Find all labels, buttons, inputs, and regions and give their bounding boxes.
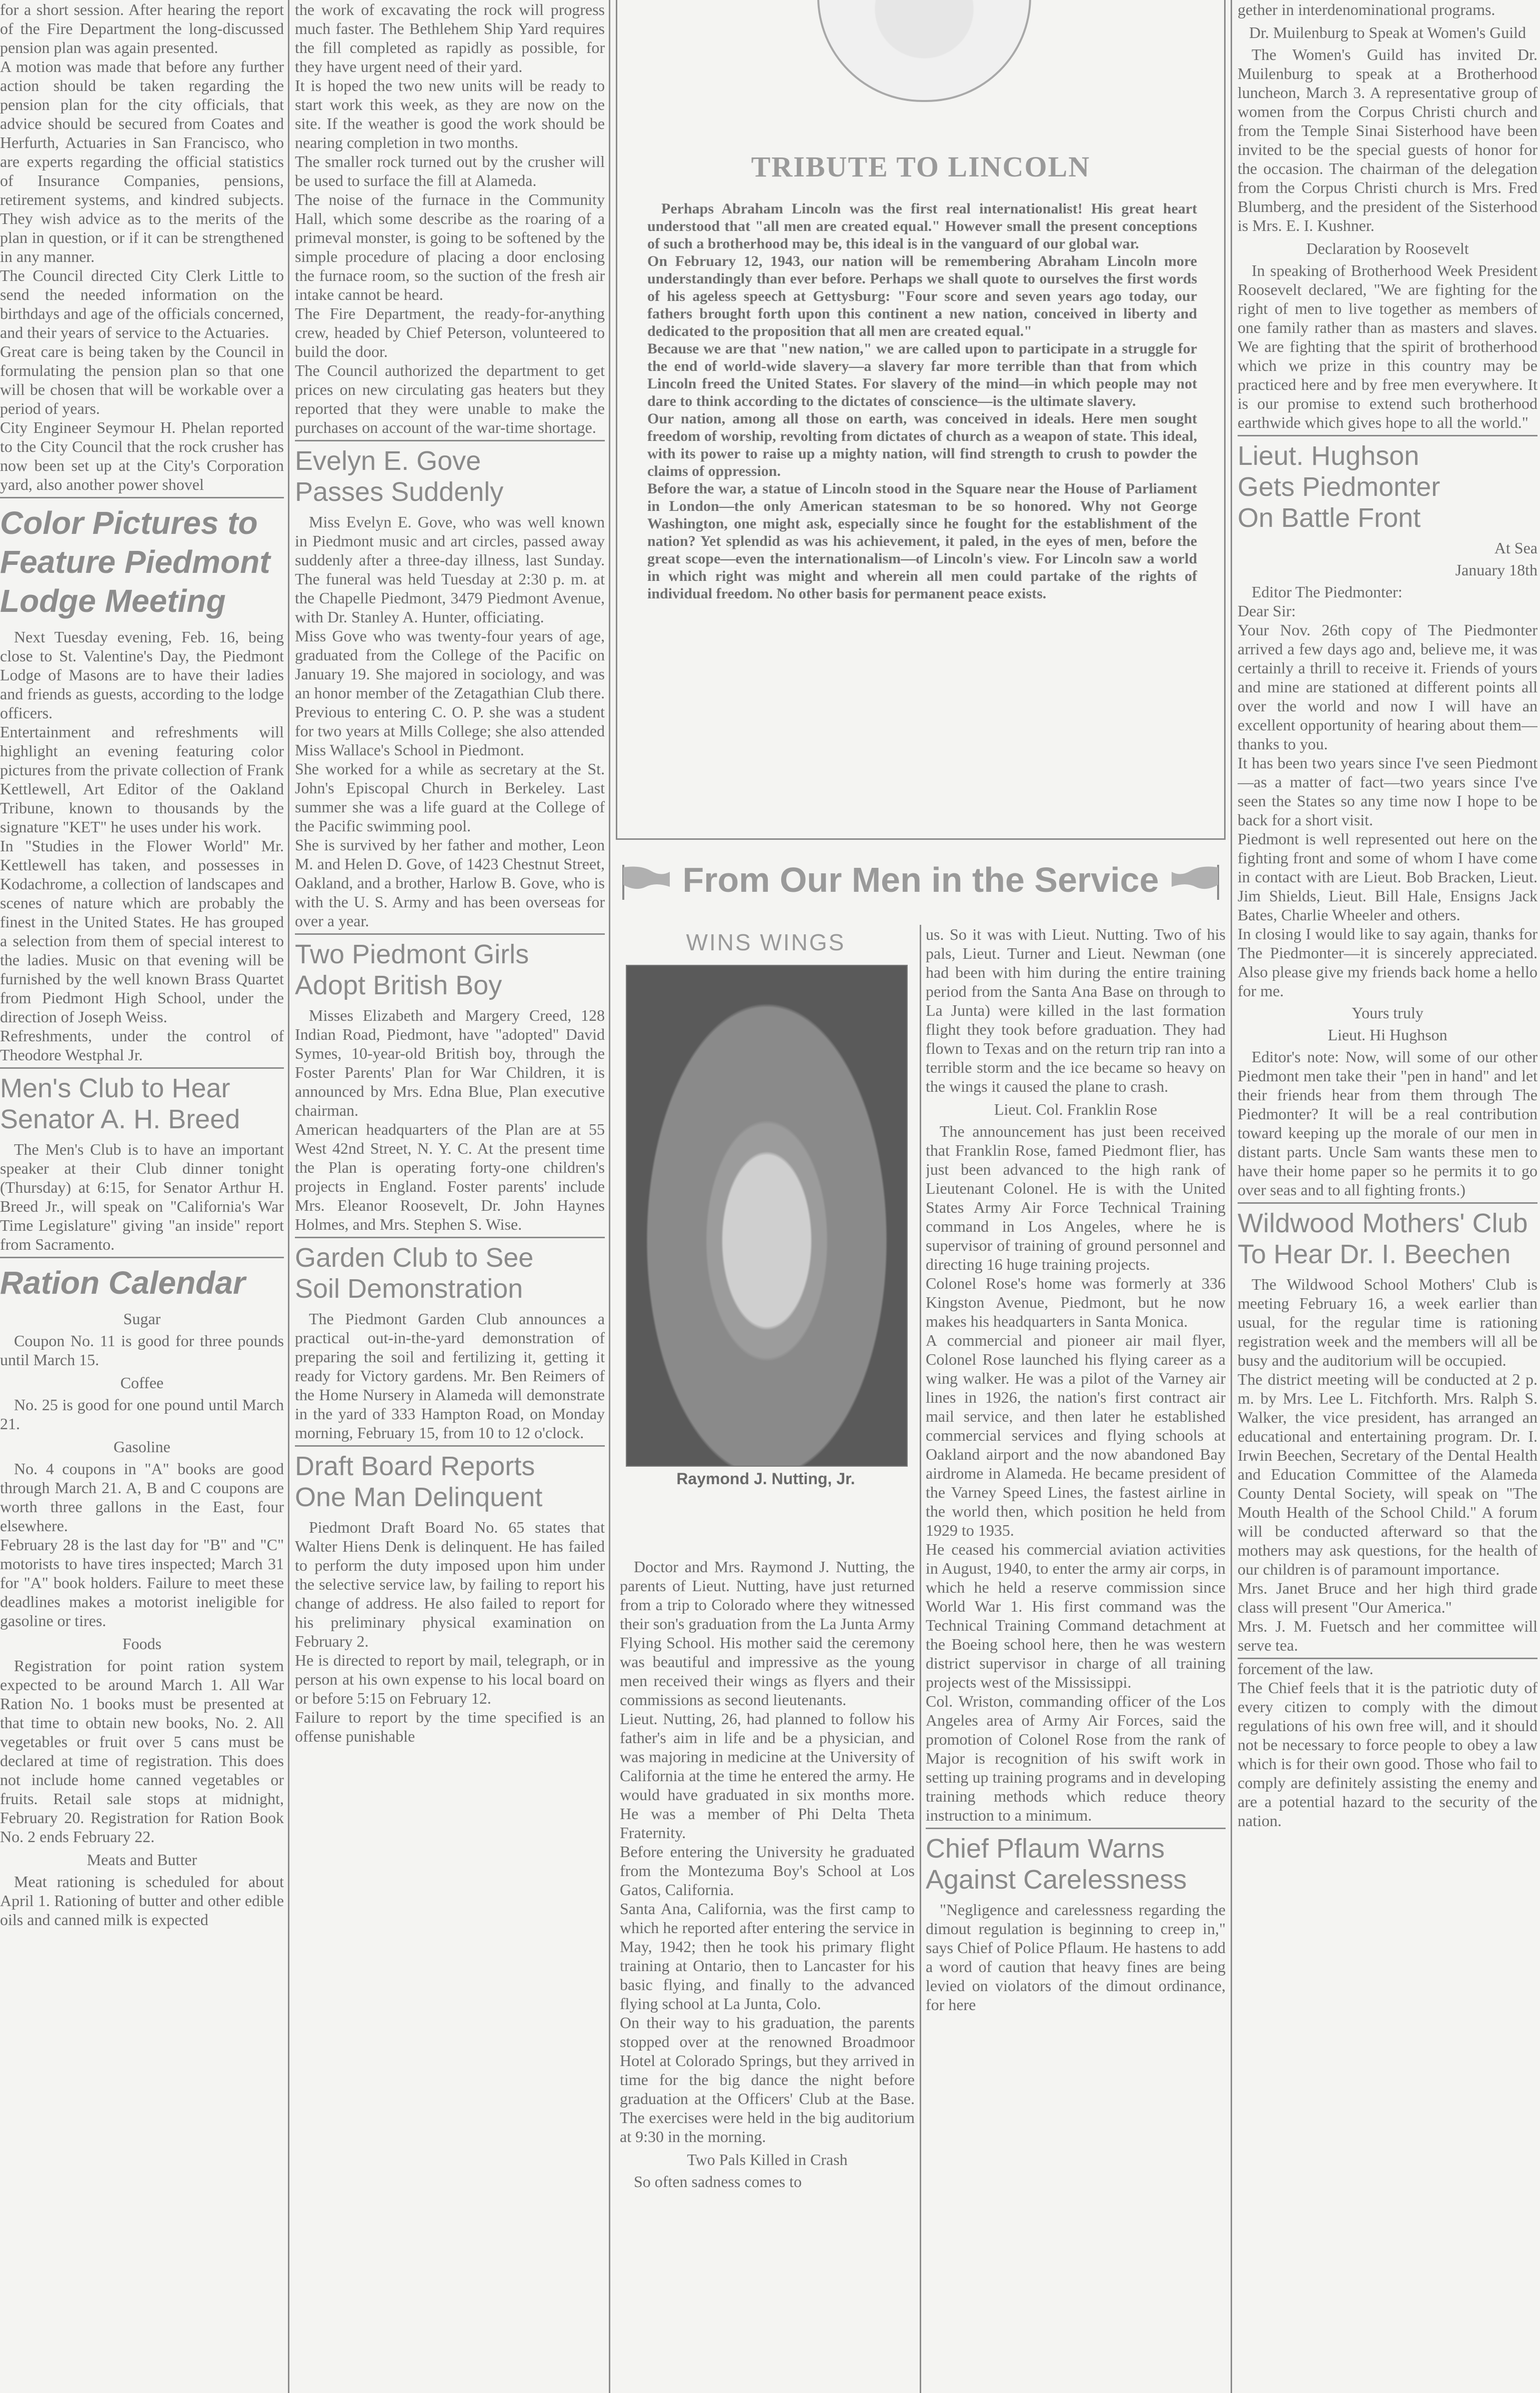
garden-club-headline: Garden Club to See Soil Demonstration xyxy=(295,1243,534,1304)
garden-club-story: The Piedmont Garden Club announces a practical out-in-the-yard demonstration of preparing the soil and fertilizing it, getting it ready for Victory gardens. Mr. Ben Reimers of the Home Nursery in Alameda will demonstrate in the yard of 333 Hampton Road, on Monday morning, February 15, from 10 to 12 o'clock. xyxy=(295,1310,605,1442)
hughson-letter: Editor The Piedmonter: Dear Sir: Your Nov. 26th copy of The Piedmonter arrived a few days ago and, believe me, it was certainly a thrill to receive it. Friends of yours and mine are stationed at different points all over the world and now I will have an excellent opportunity of hearing about them—thanks to you. It has been two years since I've seen Piedmont—as a matter of fact—two years since I've seen the States so any time now I hope to be back for a short visit. Piedmont is well represented out here on the fighting front and some of whom I have come in contact with are Lieut. Bob Bracken, Lieut. Jim Shields, Lieut. Bill Hale, Ensigns Jack Bates, Charlie Wheeler and others. In closing I would like to say again, thanks for The Piedmonter—it is sincerely appreciated. Also please give my friends back home a hello for me. xyxy=(1238,583,1538,1000)
column-rule xyxy=(1231,0,1232,2393)
story-divider xyxy=(1238,435,1538,436)
draft-board-headline: Draft Board Reports One Man Delinquent xyxy=(295,1451,543,1512)
meats-text: Meat rationing is scheduled for about April 1. Rationing of butter and other edible oils and canned milk is expected xyxy=(0,1873,284,1929)
story-divider xyxy=(926,1828,1226,1829)
story-divider xyxy=(295,933,605,935)
coffee-label: Coffee xyxy=(120,1374,164,1392)
gove-story: Miss Evelyn E. Gove, who was well known in Piedmont music and art circles, passed away suddenly after a three-day illness, last Sunday. The funeral was held Tuesday at 2:30 p. m. at the Chapelle Piedmont, 3479 Piedmont Avenue, with Dr. Stanley A. Hunter, officiating. Miss Gove who was twenty-four years of age, graduated from the College of the Pacific on January 19. She majored in sociology, and was an honor member of the Zetagathian Club there. Previous to entering C. O. P. she was a student for two years at Mills College; she also attended Miss Wallace's School in Piedmont. She worked for a while as secretary at the St. John's Episcopal Church in Berkeley. Last summer she was a life guard at the College of the Pacific swimming pool. She is survived by her father and mother, Leon M. and Helen D. Gove, of 1423 Chestnut Street, Oakland, and a brother, Harlow B. Gove, who is with the U. S. Army and has been overseas for over a year. xyxy=(295,513,605,930)
column-1 xyxy=(0,0,284,2393)
story-divider xyxy=(0,497,284,498)
column-4 xyxy=(926,925,1226,2393)
wins-wings-photo-box xyxy=(616,925,916,1545)
sugar-text: Coupon No. 11 is good for three pounds until March 15. xyxy=(0,1332,284,1369)
story-divider xyxy=(0,1257,284,1258)
editors-note: Editor's note: Now, will some of our other Piedmont men take their "pen in hand" and let their friends hear from them through The Piedmonter? It will be a real contribution toward keeping up the morale of our men in distant parts. Uncle Sam wants these men to have their home paper so he permits it to go over seas and to all fighting fronts.) xyxy=(1238,1048,1538,1199)
tribute-title: TRIBUTE TO LINCOLN xyxy=(751,150,1091,183)
story-divider xyxy=(295,1445,605,1447)
color-pictures-story: Next Tuesday evening, Feb. 16, being close to St. Valentine's Day, the Piedmont Lodge of Masons are to have their ladies and friends as guests, according to the lodge officers. Entertainment and refreshments will highlight an evening featuring color pictures from the private collection of Frank Kettlewell, Art Editor of the Oakland Tribune, known to thousands by the signature "KET" he uses under his work. In "Studies in the Flower World" Mr. Kettlewell has taken, and possesses in Kodachrome, a collection of landscapes and scenes of nature which are probably the finest in the United States. He has grouped a selection from them of special interest to the ladies. Music on that evening will be furnished by the well known Brass Quartet from Piedmont High School, under the direction of Joseph Weiss. Refreshments, under the control of Theodore Westphal Jr. xyxy=(0,628,284,1064)
hughson-signature: Lieut. Hi Hughson xyxy=(1328,1026,1448,1044)
meats-label: Meats and Butter xyxy=(86,1851,197,1869)
roosevelt-story: In speaking of Brotherhood Week President Roosevelt declared, "We are fighting for the right of men to live together as members of one family rather than as masters and slaves. We are fighting that the spirit of brotherhood which we prize in this country may be practiced here and by free men everywhere. It is our promise to extend such brotherhood earthwide which gives hope to all the world." xyxy=(1238,261,1538,431)
british-boy-story: Misses Elizabeth and Margery Creed, 128 Indian Road, Piedmont, have "adopted" David Symes, 10-year-old British boy, through the Foster Parents' Plan for War Children, it is announced by Mrs. Edna Blue, Plan executive chairman. American headquarters of the Plan are at 55 West 42nd Street, N. Y. C. At the present time the Plan is operating forty-one children's projects in England. Foster parents' include Mrs. Eleanor Roosevelt, Dr. John Haynes Holmes, and Mrs. Stephen S. Wise. xyxy=(295,1006,605,1233)
muilenburg-subhead: Dr. Muilenburg to Speak at Women's Guild xyxy=(1249,23,1526,41)
color-pictures-headline: Color Pictures to Feature Piedmont Lodge Meeting xyxy=(0,505,270,619)
tribute-body xyxy=(647,200,1197,605)
photo-caption: Raymond J. Nutting, Jr. xyxy=(676,1470,855,1488)
gasoline-text: No. 4 coupons in "A" books are good through March 21. A, B and C coupons are worth three gallons in the East, four elsewhere. February 28 is the last day for "B" and "C" motorists to have tires inspected; March 31 for "A" book holders. Failure to meet these deadlines makes a motorist ineligible for gasoline or tires. xyxy=(0,1460,284,1630)
wildwood-story: The Wildwood School Mothers' Club is meeting February 16, a week earlier than usual, for the regular time is rationing registration week and the members will all be busy and the auditorium will be occupied. The district meeting will be conducted at 2 p. m. by Mrs. Lee L. Fitchforth. Mrs. Ralph S. Walker, the vice president, has arranged an educational and entertaining program. Dr. I. Irwin Beechen, Secretary of the Dental Health and Education Committee of the Alameda County Dental Society, will speak on "The Mouth Health of the School Child." A forum will be conducted afterward so that the mothers may ask questions, for the health of our children is of paramount importance. Mrs. Janet Bruce and her high third grade class will present "Our America." Mrs. J. M. Fuetsch and her committee will serve tea. xyxy=(1238,1275,1538,1654)
story-divider xyxy=(1238,1658,1538,1659)
two-pals-story: So often sadness comes to xyxy=(634,2173,802,2191)
story-divider xyxy=(1238,1202,1538,1204)
nutting-column xyxy=(620,1557,915,2393)
nutting-story: Doctor and Mrs. Raymond J. Nutting, the parents of Lieut. Nutting, have just returned from a trip to Colorado where they witnessed their son's graduation from the La Junta Army Flying School. His mother said the ceremony was beautiful and impressive as the young men received their wings as flyers and their commissions as second lieutenants. Lieut. Nutting, 26, had planned to follow his father's aim in life and be a physician, and was majoring in medicine at the University of California at the time he entered the army. He would have graduated in six months more. He was a member of Phi Delta Theta Fraternity. Before entering the University he graduated from the Montezuma Boy's School at Los Gatos, California. Santa Ana, California, was the first camp to which he reported after entering the service in May, 1942; then he took his primary flight training at Ontario, then to Lancaster for his basic flying, and finally to the advanced flying school at La Junta, Colo. On their way to his graduation, the parents stopped over at the renowned Broadmoor Hotel at Colorado Springs, but they arrived in time for the big dance the night before graduation at the Officers' Club at the Base. The exercises were held in the big auditorium at 9:30 in the morning. xyxy=(620,1558,915,2146)
flag-icon xyxy=(621,865,671,900)
service-banner-title: From Our Men in the Service xyxy=(682,860,1159,899)
ration-calendar-headline: Ration Calendar xyxy=(0,1265,245,1301)
foods-text: Registration for point ration system expected to be around March 1. All War Ration No. 1 books must be presented at that time to obtain new books, No. 2. All vegetables or fruit over 5 cans must be declared at time of registration. This does not include home canned vegetables or fruits. Retail sale stops at midnight, February 20. Registration for Ration Book No. 2 ends February 22. xyxy=(0,1657,284,1846)
column-5 xyxy=(1238,0,1538,2393)
story-divider xyxy=(295,440,605,441)
sugar-label: Sugar xyxy=(123,1310,161,1328)
council-story: the work of excavating the rock will progress much faster. The Bethlehem Ship Yard requires the fill completed as rapidly as possible, for they have urgent need of their yard. It is hoped the two new units will be ready to start work this week, as they are now on the site. If the weather is good the work should be nearing completion in two months. The smaller rock turned out by the crusher will be used to surface the fill at Alameda. The noise of the furnace in the Community Hall, which some describe as the roaring of a primeval monster, is going to be softened by the simple procedure of placing a door enclosing the furnace room, so the suction of the fresh air intake cannot be heard. The Fire Department, the ready-for-anything crew, headed by Chief Peterson, volunteered to build the door. The Council authorized the department to get prices on new circulating gas heaters but they reported that they were unable to make the purchases on account of the war-time shortage. xyxy=(295,0,605,436)
rose-story: The announcement has just been received that Franklin Rose, famed Piedmont flier, has just been advanced to the high rank of Lieutenant Colonel. He is with the United States Army Air Force Technical Training command in Los Angeles, where he is supervisor of training of ground personnel and directing 16 huge training projects. Colonel Rose's home was formerly at 336 Kingston Avenue, Piedmont, but he now makes his headquarters in Santa Monica. A commercial and pioneer air mail flyer, Colonel Rose launched his flying career as a wing walker. He was a pilot of the Varney air lines in 1926, the nation's first contract air mail service, and then later he established commercial services and flying schools at Oakland airport and the now abandoned Bay airdrome in Alameda. He became president of the Varney Speed Lines, the fastest airline in the world then, which position he held from 1929 to 1935. He ceased his commercial aviation activities in August, 1940, to enter the army air corps, in which he held a reserve commission since World War 1. His first command was the Technical Training Command detachment at the Boeing school here, then he was western district supervisor in charge of all training projects west of the Mississippi. Col. Wriston, commanding officer of the Los Angeles area of Army Air Forces, said the promotion of Colonel Rose from the rank of Major is recognition of his swift work in setting up training programs and in developing training methods which reduce theory instruction to a minimum. xyxy=(926,1122,1226,1824)
flag-icon xyxy=(1171,865,1221,900)
pflaum-story: "Negligence and carelessness regarding the dimout regulation is beginning to creep in," says Chief of Police Pflaum. He hastens to add a word of caution that heavy fines are being levied on violators of the dimout ordinance, for here xyxy=(926,1901,1226,2014)
hughson-headline: Lieut. Hughson Gets Piedmonter On Battle Front xyxy=(1238,441,1441,533)
pflaum-headline: Chief Pflaum Warns Against Carelessness xyxy=(926,1834,1187,1895)
service-banner xyxy=(616,845,1226,920)
portrait-photo xyxy=(626,965,908,1467)
story-divider xyxy=(295,1237,605,1238)
british-boy-headline: Two Piedmont Girls Adopt British Boy xyxy=(295,939,529,1000)
two-pals-subhead: Two Pals Killed in Crash xyxy=(687,2151,848,2169)
foods-label: Foods xyxy=(122,1635,162,1653)
column-2 xyxy=(295,0,605,2393)
column-rule xyxy=(609,0,610,2393)
tribute-text: Perhaps Abraham Lincoln was the first real internationalist! His great heart understood that "all men are created equal." However small the present conceptions of such a brotherhood may be, this ideal is in the vanguard of our global war. On February 12, 1943, our nation will be remembering Abraham Lincoln more understandingly than ever before. Perhaps we shall quote to ourselves the first words of his ageless speech at Gettysburg: "Four score and seven years ago today, our fathers brought forth upon this continent a new nation, conceived in liberty and dedicated to the proposition that all men are created equal." Because we are that "new nation," we are called upon to participate in a struggle for the end of world-wide slavery—a slavery far more terrible than that from which Lincoln freed the United States. For slavery of the mind—in which people may not dare to think according to the dictates of conscience—is the ultimate slavery. Our nation, among all those on earth, was conceived in ideals. Here men sought freedom of worship, revolting from dictates of church as a weapon of state. This ideal, with its power to raise up a mighty nation, will find strength to crush to powder the claims of oppression. Before the war, a statue of Lincoln stood in the Square near the House of Parliament in London—the only American statesman to be so honored. Why not George Washington, one might ask, especially since he fought for the establishment of the nation? Yet splendid as was his achievement, it paled, in the eyes of men, before the great scope—even the internationalism—of Lincoln's view. For Lincoln saw a world in which right was might and wherein all men could partake of the rights of individual freedom. No other basis for permanent peace exists. xyxy=(647,200,1197,602)
draft-board-story: Piedmont Draft Board No. 65 states that Walter Hiens Denk is delinquent. He has failed to perform the duty imposed upon him under the selective service law, by failing to report his change of address. He also failed to report for his preliminary physical examination on February 2. He is directed to report by mail, telegraph, or in person at his own expense to his local board on or before 5:15 on February 12. Failure to report by the time specified is an offense punishable xyxy=(295,1518,605,1745)
hughson-place: At Sea xyxy=(1494,539,1538,557)
mens-club-story: The Men's Club is to have an important speaker at their Club dinner tonight (Thursday) at 6:15, for Senator Arthur H. Breed Jr., will speak on "California's War Time Legislature" giving "an inside" report from Sacramento. xyxy=(0,1140,284,1253)
roosevelt-subhead: Declaration by Roosevelt xyxy=(1306,239,1469,257)
pflaum-continued: forcement of the law. The Chief feels that it is the patriotic duty of every citizen to comply with the dimout regulations of his own free will, and it should not be necessary to force people to obey a law which is for their own good. Those who fail to comply are definitely assisting the enemy and are a potential hazard to the security of the nation. xyxy=(1238,1660,1538,1830)
story-divider xyxy=(0,1067,284,1069)
muilenburg-story: The Women's Guild has invited Dr. Muilenburg to speak at a Brotherhood luncheon, March 3. A representative group of women from the Corpus Christi church and from the Temple Sinai Sisterhood have been invited to be the special guests of honor for the occasion. The chairman of the delegation from the Corpus Christi church is Mrs. Fred Blumberg, and the president of the Sisterhood is Mrs. E. I. Kushner. xyxy=(1238,45,1538,234)
pension-story: for a short session. After hearing the report of the Fire Department the long-discussed pension plan was again presented. A motion was made that before any further action should be taken regarding the pension plan for the city officials, that advice should be secured from Coates and Herfurth, Actuaries in San Francisco, who are experts regarding the official statistics of Insurance Companies, pensions, retirement systems, and kindred subjects. They wish advice as to the merits of the plan in question, or if it can be strengthened in any manner. The Council directed City Clerk Little to send the needed information on the birthdays and age of the officials concerned, and their years of service to the Actuaries. Great care is being taken by the Council in formulating the pension plan so that one will be chosen that will be workable over a period of years. City Engineer Seymour H. Phelan reported to the City Council that the rock crusher has now been set up at the City's Corporation yard, also another power shovel xyxy=(0,0,284,493)
interfaith-story: gether in interdenominational programs. xyxy=(1238,0,1496,18)
gove-headline: Evelyn E. Gove Passes Suddenly xyxy=(295,446,504,507)
gasoline-label: Gasoline xyxy=(113,1438,170,1456)
rose-subhead: Lieut. Col. Franklin Rose xyxy=(994,1100,1158,1118)
column-rule xyxy=(288,0,289,2393)
lincoln-tribute-box xyxy=(616,0,1226,840)
column-rule xyxy=(920,925,921,2393)
lincoln-emblem-icon xyxy=(817,0,1031,102)
wildwood-headline: Wildwood Mothers' Club To Hear Dr. I. Beechen xyxy=(1238,1208,1528,1269)
mens-club-headline: Men's Club to Hear Senator A. H. Breed xyxy=(0,1073,240,1134)
wins-wings-label: WINS WINGS xyxy=(686,929,846,955)
hughson-date: January 18th xyxy=(1455,561,1538,579)
coffee-text: No. 25 is good for one pound until March 21. xyxy=(0,1396,284,1433)
two-pals-continued: us. So it was with Lieut. Nutting. Two of his pals, Lieut. Turner and Lieut. Newman (one had been with him during the entire training period from the Santa Ana Base on through to La Junta) were killed in the last formation flight they took before graduation. They had flown to Texas and on the return trip ran into a terrible storm and the ice became so heavy on the wings it caused the plane to crash. xyxy=(926,925,1226,1095)
hughson-closing: Yours truly xyxy=(1352,1004,1424,1022)
